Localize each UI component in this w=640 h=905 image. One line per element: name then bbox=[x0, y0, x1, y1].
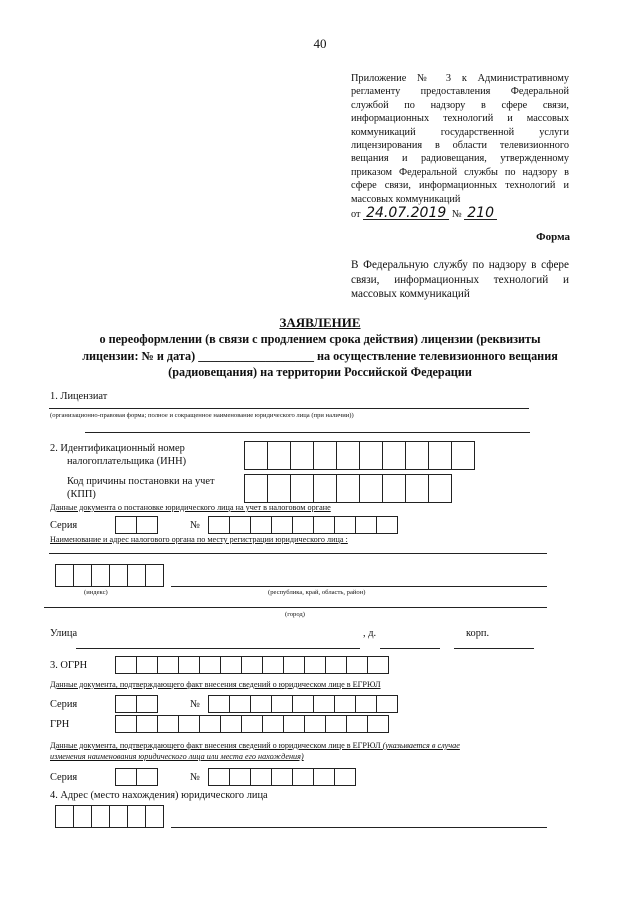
egrul2-number-label: № bbox=[190, 772, 200, 783]
document-subtitle bbox=[40, 331, 600, 381]
street-line bbox=[76, 648, 360, 649]
appendix-block bbox=[351, 72, 569, 221]
form-label: Форма bbox=[536, 231, 570, 243]
grn-label: ГРН bbox=[50, 719, 70, 730]
egrul-doc-label: Данные документа, подтверждающего факт внесения сведений о юридическом лице в ЕГРЮЛ bbox=[50, 680, 381, 689]
address-index-input[interactable] bbox=[56, 805, 164, 828]
licensee-line-2 bbox=[85, 432, 530, 433]
egrul2-number-input[interactable] bbox=[209, 768, 356, 786]
house-label: , д. bbox=[363, 628, 377, 639]
egrul2-series-input[interactable] bbox=[116, 768, 158, 786]
ogrn-input[interactable] bbox=[116, 656, 389, 674]
subtitle-line-1: о переоформлении (в связи с продлением срока действия) лицензии (реквизиты bbox=[99, 332, 541, 346]
licensee-line-1 bbox=[49, 408, 529, 409]
page-number: 40 bbox=[313, 36, 327, 51]
egrul-change-note-1: (указывается в случае bbox=[382, 741, 460, 750]
tax-registration-doc-label: Данные документа о постановке юридического лица на учет в налоговом органе bbox=[50, 503, 331, 512]
ogrn-label: 3. ОГРН bbox=[50, 660, 88, 671]
appendix-from-prefix: от bbox=[351, 209, 361, 221]
building-line bbox=[454, 648, 534, 649]
address-line bbox=[171, 827, 547, 828]
egrul-number-input[interactable] bbox=[209, 695, 398, 713]
postal-index-input[interactable] bbox=[56, 564, 164, 587]
index-hint: (индекс) bbox=[84, 589, 108, 596]
appendix-number-prefix: № bbox=[451, 209, 462, 221]
subtitle-line-3: (радиовещания) на территории Российской Федерации bbox=[168, 365, 472, 379]
building-label: корп. bbox=[466, 628, 490, 639]
city-hint: (город) bbox=[285, 611, 305, 618]
tax-authority-line bbox=[49, 553, 547, 554]
inn-label-2: налогоплательщика (ИНН) bbox=[67, 456, 187, 467]
egrul-series-input[interactable] bbox=[116, 695, 158, 713]
document-title: ЗАЯВЛЕНИЕ bbox=[279, 315, 361, 330]
addressee: В Федеральную службу по надзору в сфере связи, информационных технологий и массовых коммуникаций bbox=[351, 259, 569, 300]
egrul-number-label: № bbox=[190, 699, 200, 710]
grn-input[interactable] bbox=[116, 715, 389, 733]
tax-number-label: № bbox=[190, 520, 200, 531]
city-line bbox=[44, 607, 547, 608]
tax-authority-label: Наименование и адрес налогового органа по месту регистрации юридического лица : bbox=[50, 535, 348, 544]
egrul-change-doc-text: Данные документа, подтверждающего факт внесения сведений о юридическом лице в ЕГРЮЛ bbox=[50, 741, 381, 750]
tax-series-input[interactable] bbox=[116, 516, 158, 534]
tax-series-label: Серия bbox=[50, 520, 78, 531]
inn-label-1: 2. Идентификационный номер bbox=[50, 443, 185, 454]
street-label: Улица bbox=[50, 628, 78, 639]
region-hint: (республика, край, область, район) bbox=[268, 589, 366, 596]
region-line bbox=[171, 586, 547, 587]
kpp-label-2: (КПП) bbox=[67, 489, 96, 500]
subtitle-line-2: лицензии: № и дата) ___________________ на осуществление телевизионного вещания bbox=[82, 348, 558, 363]
egrul-series-label: Серия bbox=[50, 699, 78, 710]
section4-label: 4. Адрес (место нахождения) юридического лица bbox=[50, 790, 268, 801]
kpp-label-1: Код причины постановки на учет bbox=[67, 476, 215, 487]
appendix-number: 210 bbox=[464, 207, 497, 220]
house-line bbox=[380, 648, 440, 649]
tax-number-input[interactable] bbox=[209, 516, 398, 534]
appendix-date: 24.07.2019 bbox=[363, 207, 449, 220]
egrul2-series-label: Серия bbox=[50, 772, 78, 783]
licensee-hint: (организационно-правовая форма; полное и сокращенное наименование юридического лица (при наличии)) bbox=[50, 412, 354, 419]
appendix-text: Приложение № 3 к Административному регламенту предоставления Федеральной службой по надзору в сфере связи, информационных технологий и массовых коммуникаций государственной услуги лицензирования в области телевизионного вещания и радиовещания, утвержденному приказом Федеральной службы по надзору в сфере связи, информационных технологий и массовых коммуникаций bbox=[351, 73, 569, 205]
section1-label: 1. Лицензиат bbox=[50, 391, 108, 402]
egrul-change-doc-label bbox=[50, 740, 590, 762]
inn-input[interactable] bbox=[245, 441, 475, 470]
kpp-input[interactable] bbox=[245, 474, 452, 503]
egrul-change-note-2: изменения наименования юридического лица или места его нахождения) bbox=[50, 752, 304, 761]
